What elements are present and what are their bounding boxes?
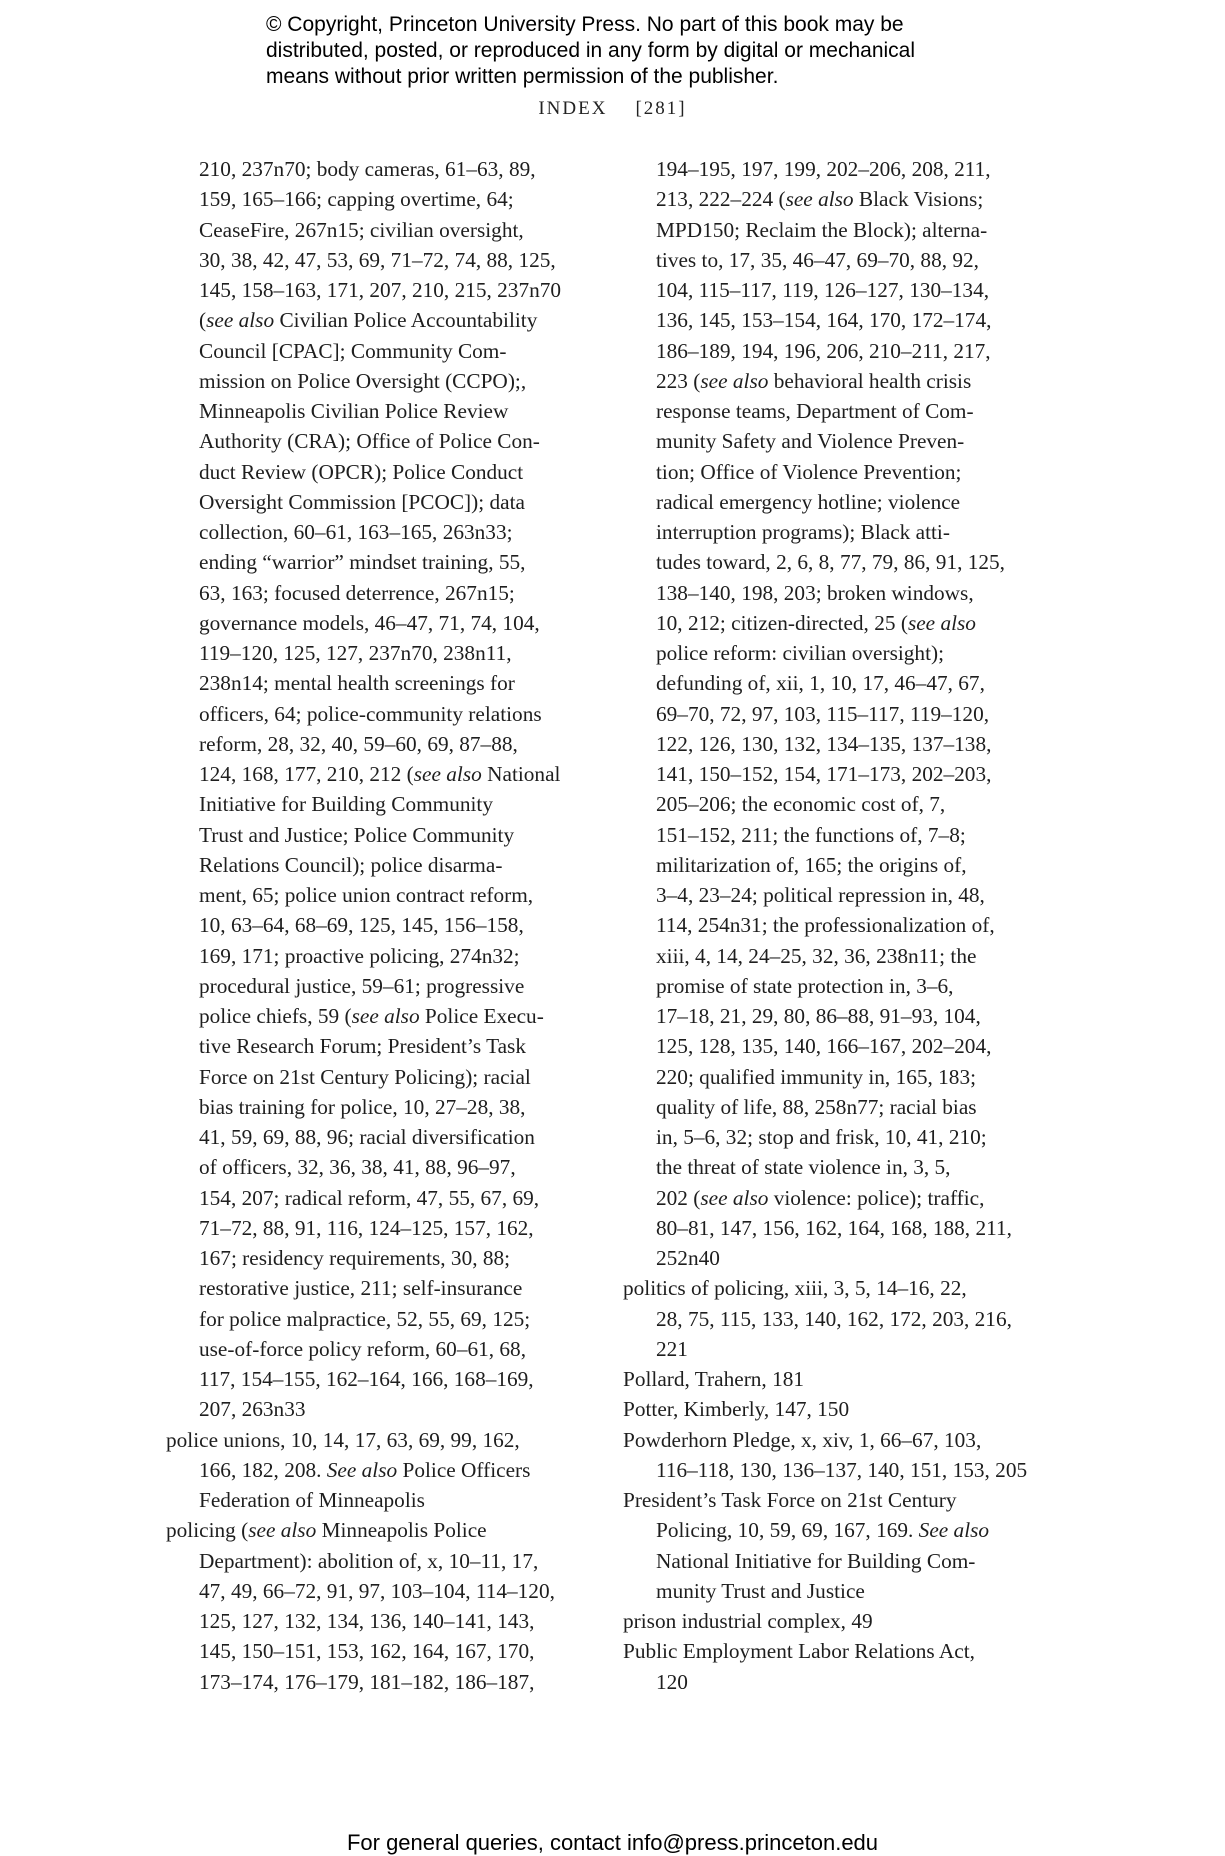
index-entry-line: 221: [656, 1336, 688, 1361]
index-entry-line: munity Safety and Violence Preven-: [656, 429, 965, 454]
index-entry-line: tive Research Forum; President’s Task: [199, 1034, 526, 1059]
index-entry-heading: President’s Task Force on 21st Century: [623, 1488, 957, 1512]
index-entry-line: 141, 150–152, 154, 171–173, 202–203,: [656, 762, 992, 786]
index-entry-line: Minneapolis Civilian Police Review: [199, 399, 509, 423]
index-entry-line: 116–118, 130, 136–137, 140, 151, 153, 205: [656, 1457, 1028, 1482]
index-entry: [623, 1425, 1043, 1486]
index-entry: [623, 1394, 1043, 1424]
index-entry-heading: Potter, Kimberly, 147, 150: [623, 1397, 850, 1422]
index-entry-line: 220; qualified immunity in, 165, 183;: [656, 1064, 977, 1089]
index-entry-line: CeaseFire, 267n15; civilian oversight,: [199, 217, 524, 242]
index-entry-line: duct Review (OPCR); Police Conduct: [199, 459, 524, 484]
index-entry-line: use-of-force policy reform, 60–61, 68,: [199, 1336, 527, 1361]
index-entry-line: 167; residency requirements, 30, 88;: [199, 1246, 511, 1270]
index-column-right: [623, 154, 1043, 1697]
copyright-line: © Copyright, Princeton University Press. No part of this book may be: [266, 13, 904, 36]
index-entry-line: police chiefs, 59 (see also Police Execu-: [199, 1004, 544, 1028]
index-entry-line: munity Trust and Justice: [656, 1578, 865, 1603]
index-entry-line: 41, 59, 69, 88, 96; racial diversification: [199, 1125, 535, 1149]
index-entry: [166, 154, 601, 1425]
footer-contact: For general queries, contact info@press.princeton.edu: [346, 1830, 879, 1855]
index-entry-line: 136, 145, 153–154, 164, 170, 172–174,: [656, 308, 992, 333]
index-entry-line: 159, 165–166; capping overtime, 64;: [199, 187, 514, 212]
index-entry-line: 69–70, 72, 97, 103, 115–117, 119–120,: [656, 701, 990, 726]
index-entry-line: 151–152, 211; the functions of, 7–8;: [656, 822, 966, 847]
index-entry-line: defunding of, xii, 1, 10, 17, 46–47, 67,: [656, 671, 985, 696]
index-entry-line: 186–189, 194, 196, 206, 210–211, 217,: [656, 338, 991, 363]
index-entry-line: mission on Police Oversight (CCPO);,: [199, 368, 527, 393]
index-entry-line: 47, 49, 66–72, 91, 97, 103–104, 114–120,: [199, 1578, 555, 1603]
index-entry-line: 223 (see also behavioral health crisis: [656, 368, 972, 393]
index-entry-line: 30, 38, 42, 47, 53, 69, 71–72, 74, 88, 125,: [199, 247, 556, 272]
index-entry-line: 124, 168, 177, 210, 212 (see also National: [199, 762, 561, 786]
index-entry-line: procedural justice, 59–61; progressive: [199, 973, 525, 998]
index-entry: [166, 1515, 601, 1697]
index-entry-line: Council [CPAC]; Community Com-: [199, 338, 507, 363]
index-entry: [166, 1425, 601, 1516]
index-entry-line: tion; Office of Violence Prevention;: [656, 459, 962, 484]
index-entry-line: Force on 21st Century Policing); racial: [199, 1064, 531, 1089]
index-entry-line: 120: [656, 1669, 688, 1694]
index-entry-line: militarization of, 165; the origins of,: [656, 852, 967, 877]
index-entry-line: Authority (CRA); Office of Police Con-: [199, 429, 540, 454]
index-entry-heading: police unions, 10, 14, 17, 63, 69, 99, 162,: [166, 1427, 520, 1452]
index-entry-line: 194–195, 197, 199, 202–206, 208, 211,: [656, 157, 991, 181]
copyright-line: distributed, posted, or reproduced in any form by digital or mechanical: [266, 39, 916, 62]
index-entry-line: 117, 154–155, 162–164, 166, 168–169,: [199, 1367, 534, 1391]
index-entry-line: reform, 28, 32, 40, 59–60, 69, 87–88,: [199, 731, 518, 756]
index-entry-line: 154, 207; radical reform, 47, 55, 67, 69,: [199, 1185, 540, 1210]
index-column-left: [166, 154, 601, 1697]
index-entry-line: Policing, 10, 59, 69, 167, 169. See also: [656, 1518, 990, 1543]
index-entry-line: 122, 126, 130, 132, 134–135, 137–138,: [656, 731, 992, 756]
index-entry-line: interruption programs); Black atti-: [656, 520, 950, 544]
index-entry: [623, 1606, 1043, 1636]
index-entry-line: 166, 182, 208. See also Police Officers: [199, 1457, 531, 1482]
index-entry-line: in, 5–6, 32; stop and frisk, 10, 41, 210;: [656, 1125, 987, 1149]
index-entry-line: xiii, 4, 14, 24–25, 32, 36, 238n11; the: [656, 943, 977, 968]
index-entry-line: Trust and Justice; Police Community: [199, 822, 515, 847]
index-entry-heading: policing (see also Minneapolis Police: [166, 1518, 487, 1543]
index-entry-line: 145, 158–163, 171, 207, 210, 215, 237n70: [199, 278, 562, 302]
index-entry-heading: prison industrial complex, 49: [623, 1609, 873, 1633]
index-entry-line: of officers, 32, 36, 38, 41, 88, 96–97,: [199, 1155, 516, 1180]
index-entry-line: restorative justice, 211; self-insurance: [199, 1276, 523, 1301]
index-entry-line: 207, 263n33: [199, 1397, 306, 1422]
index-entry-line: 114, 254n31; the professionalization of,: [656, 913, 995, 938]
index-entry-line: 238n14; mental health screenings for: [199, 671, 515, 696]
index-entry-heading: politics of policing, xiii, 3, 5, 14–16, 22,: [623, 1276, 967, 1301]
index-entry-line: 210, 237n70; body cameras, 61–63, 89,: [199, 157, 536, 181]
index-entry-line: for police malpractice, 52, 55, 69, 125;: [199, 1306, 531, 1331]
index-entry-line: 145, 150–151, 153, 162, 164, 167, 170,: [199, 1639, 535, 1664]
index-entry-line: Oversight Commission [PCOC]); data: [199, 489, 525, 514]
index-entry-line: officers, 64; police-community relations: [199, 701, 542, 726]
index-entry-line: (see also Civilian Police Accountability: [199, 308, 538, 333]
index-entry-line: tudes toward, 2, 6, 8, 77, 79, 86, 91, 125,: [656, 550, 1006, 575]
index-entry-line: National Initiative for Building Com-: [656, 1548, 976, 1573]
copyright-notice: [266, 12, 1026, 90]
index-entry-line: 17–18, 21, 29, 80, 86–88, 91–93, 104,: [656, 1004, 981, 1028]
index-entry-line: promise of state protection in, 3–6,: [656, 973, 954, 998]
index-entry-line: collection, 60–61, 163–165, 263n33;: [199, 520, 513, 544]
index-entry-line: 125, 127, 132, 134, 136, 140–141, 143,: [199, 1609, 535, 1633]
running-head: [0, 98, 1225, 120]
index-entry-heading: Public Employment Labor Relations Act,: [623, 1639, 975, 1664]
index-entry: [623, 154, 1043, 1273]
index-entry-line: Initiative for Building Community: [199, 792, 493, 817]
copyright-line: means without prior written permission of the publisher.: [266, 65, 779, 88]
index-entry-line: 71–72, 88, 91, 116, 124–125, 157, 162,: [199, 1215, 534, 1240]
index-entry-line: bias training for police, 10, 27–28, 38,: [199, 1094, 526, 1119]
index-entry-line: police reform: civilian oversight);: [656, 641, 945, 665]
index-entry-line: quality of life, 88, 258n77; racial bias: [656, 1094, 977, 1119]
index-entry: [623, 1364, 1043, 1394]
index-entry-line: 80–81, 147, 156, 162, 164, 168, 188, 211,: [656, 1215, 1012, 1240]
index-entry-line: response teams, Department of Com-: [656, 399, 974, 423]
index-entry-line: 28, 75, 115, 133, 140, 162, 172, 203, 216,: [656, 1306, 1012, 1331]
index-entry: [623, 1273, 1043, 1364]
index-entry-line: 205–206; the economic cost of, 7,: [656, 792, 946, 817]
index-entry: [623, 1485, 1043, 1606]
index-entry-line: the threat of state violence in, 3, 5,: [656, 1155, 951, 1180]
index-entry-line: 252n40: [656, 1246, 720, 1270]
running-head-label: INDEX: [538, 98, 608, 119]
index-entry-line: 119–120, 125, 127, 237n70, 238n11,: [199, 641, 512, 665]
index-entry-line: tives to, 17, 35, 46–47, 69–70, 88, 92,: [656, 247, 979, 272]
index-entry-line: 63, 163; focused deterrence, 267n15;: [199, 580, 515, 605]
index-entry-line: radical emergency hotline; violence: [656, 489, 961, 514]
index-entry-line: ending “warrior” mindset training, 55,: [199, 550, 526, 575]
index-entry-line: Federation of Minneapolis: [199, 1488, 425, 1512]
index-entry-line: Department): abolition of, x, 10–11, 17,: [199, 1548, 539, 1573]
index-entry-line: 10, 63–64, 68–69, 125, 145, 156–158,: [199, 913, 524, 938]
index-entry-line: 3–4, 23–24; political repression in, 48,: [656, 883, 985, 907]
index-entry-line: 138–140, 198, 203; broken windows,: [656, 580, 974, 605]
index-entry-line: 169, 171; proactive policing, 274n32;: [199, 943, 520, 968]
index-entry: [623, 1636, 1043, 1697]
index-entry-line: governance models, 46–47, 71, 74, 104,: [199, 610, 540, 635]
index-entry-line: 125, 128, 135, 140, 166–167, 202–204,: [656, 1034, 992, 1059]
index-entry-line: 202 (see also violence: police); traffic,: [656, 1185, 985, 1210]
index-entry-line: 213, 222–224 (see also Black Visions;: [656, 187, 984, 212]
index-entry-line: Relations Council); police disarma-: [199, 852, 503, 877]
index-entry-line: ment, 65; police union contract reform,: [199, 883, 534, 907]
index-entry-heading: Powderhorn Pledge, x, xiv, 1, 66–67, 103,: [623, 1427, 982, 1452]
index-entry-line: 10, 212; citizen-directed, 25 (see also: [656, 610, 976, 635]
index-entry-line: 173–174, 176–179, 181–182, 186–187,: [199, 1669, 535, 1694]
index-entry-line: 104, 115–117, 119, 126–127, 130–134,: [656, 278, 990, 302]
page-number: [281]: [635, 98, 687, 119]
index-entry-heading: Pollard, Trahern, 181: [623, 1367, 805, 1391]
index-entry-line: MPD150; Reclaim the Block); alterna-: [656, 217, 988, 242]
